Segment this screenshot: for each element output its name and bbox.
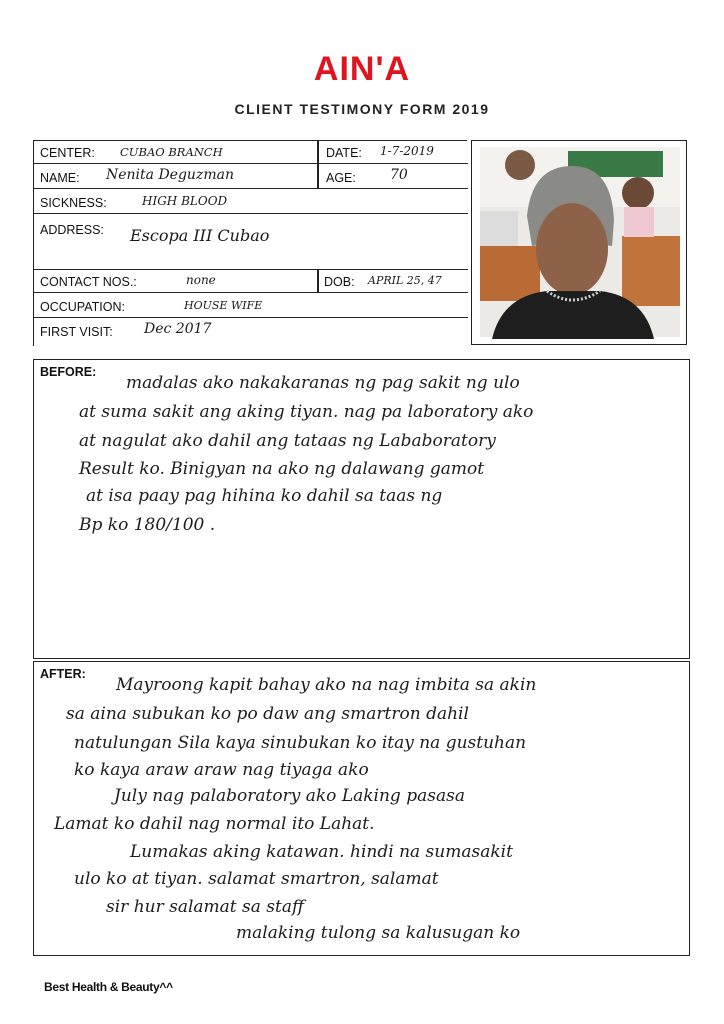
after-line: ulo ko at tiyan. salamat smartron, salamat [74,869,439,889]
client-info-table [33,140,467,346]
age-label: AGE: [326,171,356,185]
occupation-value: HOUSE WIFE [184,299,263,312]
center-value: CUBAO BRANCH [120,145,223,159]
center-label: CENTER: [40,146,95,160]
after-section [33,661,690,956]
divider [317,270,319,293]
address-label: ADDRESS: [40,223,104,237]
client-photo [471,140,687,345]
before-label: BEFORE: [40,365,97,379]
after-label: AFTER: [40,667,86,681]
after-line: Lumakas aking katawan. hindi na sumasakit [130,842,513,862]
after-line: Lamat ko dahil nag normal ito Lahat. [54,814,375,834]
after-line: sa aina subukan ko po daw ang smartron dahil [66,704,469,724]
contact-label: CONTACT NOS.: [40,275,137,289]
after-line: July nag palaboratory ako Laking pasasa [114,786,465,806]
name-value: Nenita Deguzman [106,167,234,183]
after-line: ko kaya araw araw nag tiyaga ako [74,760,369,780]
before-line: Bp ko 180/100 . [79,515,216,535]
age-value: 70 [390,167,408,183]
first-visit-value: Dec 2017 [144,321,212,337]
before-line: at nagulat ako dahil ang tataas ng Lababoratory [79,431,496,451]
before-section [33,359,690,659]
after-line: sir hur salamat sa staff [106,897,305,917]
before-line: at suma sakit ang aking tiyan. nag pa laboratory ako [79,402,534,422]
date-value: 1-7-2019 [380,144,434,158]
dob-value: APRIL 25, 47 [368,274,442,287]
form-title: CLIENT TESTIMONY FORM 2019 [234,101,490,117]
footer-tagline: Best Health & Beauty^^ [44,980,173,994]
client-portrait-icon [472,141,685,343]
contact-value: none [186,273,216,287]
dob-label: DOB: [324,275,355,289]
occupation-label: OCCUPATION: [40,300,125,314]
first-visit-label: FIRST VISIT: [40,325,113,339]
name-label: NAME: [40,171,80,185]
before-line: at isa paay pag hihina ko dahil sa taas ng [86,486,443,506]
before-line: madalas ako nakakaranas ng pag sakit ng ulo [126,373,520,393]
address-value: Escopa III Cubao [130,226,270,245]
after-line: malaking tulong sa kalusugan ko [236,923,521,943]
sickness-value: HIGH BLOOD [142,194,228,208]
after-line: natulungan Sila kaya sinubukan ko itay na gustuhan [74,733,527,753]
date-label: DATE: [326,146,362,160]
after-line: Mayroong kapit bahay ako na nag imbita sa akin [116,675,537,695]
sickness-label: SICKNESS: [40,196,107,210]
before-line: Result ko. Binigyan na ako ng dalawang gamot [79,459,485,479]
brand-logo: AIN'A [313,50,411,88]
